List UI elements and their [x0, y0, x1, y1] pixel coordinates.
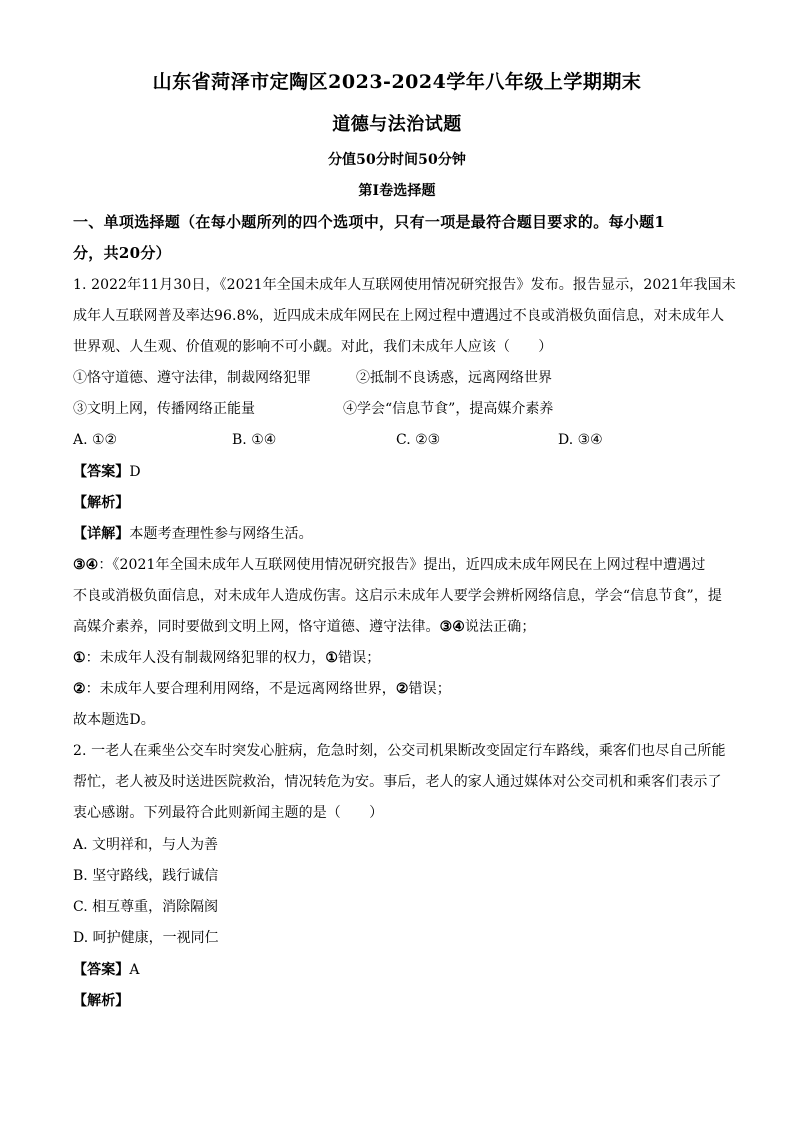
explanation-text: 说法正确；	[464, 619, 536, 635]
answer-value: D	[129, 464, 141, 480]
q1-analysis-tag: 【解析】	[73, 495, 130, 511]
exam-subtitle: 道德与法治试题	[332, 114, 462, 135]
item-ref: ①	[325, 650, 339, 666]
q1-explanation-line1	[73, 555, 705, 575]
q1-option-d: D. ③④	[558, 432, 603, 448]
exam-title: 山东省菏泽市定陶区2023-2024学年八年级上学期期末	[152, 71, 642, 93]
detail-text: 本题考查理性参与网络生活。	[129, 526, 313, 542]
exam-meta: 分值50分时间50分钟	[327, 152, 467, 168]
q1-option-c: C. ②③	[396, 432, 441, 448]
part-heading: 第I卷选择题	[358, 183, 436, 199]
q2-stem-line3: 衷心感谢。下列最符合此则新闻主题的是（ ）	[73, 805, 384, 821]
detail-tag: 【详解】	[73, 526, 130, 542]
answer-value: A	[129, 962, 140, 978]
item-ref: ②	[395, 681, 409, 697]
q1-stem-line1: 1. 2022年11月30日，《2021年全国未成年人互联网使用情况研究报告》发布。报告显示，2021年我国未	[73, 277, 736, 293]
q1-stem-line2: 成年人互联网普及率达96.8%，近四成未成年网民在上网过程中遭遇过不良或消极负面信息，对未成年人	[73, 308, 725, 324]
q2-option-b: B. 坚守路线，践行诚信	[73, 868, 219, 884]
answer-tag: 【答案】	[73, 464, 130, 480]
q1-answer	[73, 462, 141, 482]
q2-answer	[73, 960, 140, 980]
explanation-text: ：未成年人要合理利用网络，不是远离网络世界，	[85, 681, 396, 697]
explanation-text: 错误；	[338, 650, 381, 666]
q2-analysis-tag: 【解析】	[73, 993, 130, 1009]
item-ref: ①	[73, 650, 86, 666]
q1-option-b: B. ①④	[232, 432, 277, 448]
q2-stem-line1: 2. 一老人在乘坐公交车时突发心脏病，危急时刻，公交司机果断改变固定行车路线，乘客们也尽自己所能	[73, 743, 726, 759]
q2-stem-line2: 帮忙，老人被及时送进医院救治，情况转危为安。事后，老人的家人通过媒体对公交司机和乘客们表示了	[73, 774, 722, 790]
q1-conclusion: 故本题选D。	[73, 712, 155, 728]
explanation-text: ：《2021年全国未成年人互联网使用情况研究报告》提出，近四成未成年网民在上网过程中遭遇过	[98, 557, 706, 573]
q1-item-4: ④学会“信息节食”，提高媒介素养	[343, 401, 554, 417]
q1-explanation-line2: 不良或消极负面信息，对未成年人造成伤害。这启示未成年人要学会辨析网络信息，学会“信息节食”，提	[73, 588, 723, 604]
q1-option-a: A. ①②	[73, 432, 118, 448]
section-heading-line1: 一、单项选择题（在每小题所列的四个选项中，只有一项是最符合题目要求的。每小题1	[73, 213, 666, 231]
q1-item-3: ③文明上网，传播网络正能量	[73, 401, 255, 417]
explanation-text: ：未成年人没有制裁网络犯罪的权力，	[85, 650, 326, 666]
q1-item-2: ②抵制不良诱惑，远离网络世界	[356, 370, 552, 386]
item-ref: ③④	[439, 619, 465, 635]
explanation-text: 高媒介素养，同时要做到文明上网，恪守道德、遵守法律。	[73, 619, 440, 635]
q2-option-c: C. 相互尊重，消除隔阂	[73, 899, 219, 915]
q1-explanation-line4	[73, 648, 380, 668]
q2-option-a: A. 文明祥和，与人为善	[73, 837, 219, 853]
item-ref: ③④	[73, 557, 99, 573]
q1-explanation-line5	[73, 679, 451, 699]
q2-option-d: D. 呵护健康，一视同仁	[73, 930, 219, 946]
q1-detail	[73, 524, 313, 544]
explanation-text: 错误；	[408, 681, 451, 697]
q1-stem-line3: 世界观、人生观、价值观的影响不可小觑。对此，我们未成年人应该（ ）	[73, 339, 553, 355]
item-ref: ②	[73, 681, 86, 697]
q1-explanation-line3	[73, 617, 535, 637]
q1-item-1: ①恪守道德、遵守法律，制裁网络犯罪	[73, 370, 311, 386]
answer-tag: 【答案】	[73, 962, 130, 978]
section-heading-line2: 分，共20分）	[73, 244, 171, 262]
